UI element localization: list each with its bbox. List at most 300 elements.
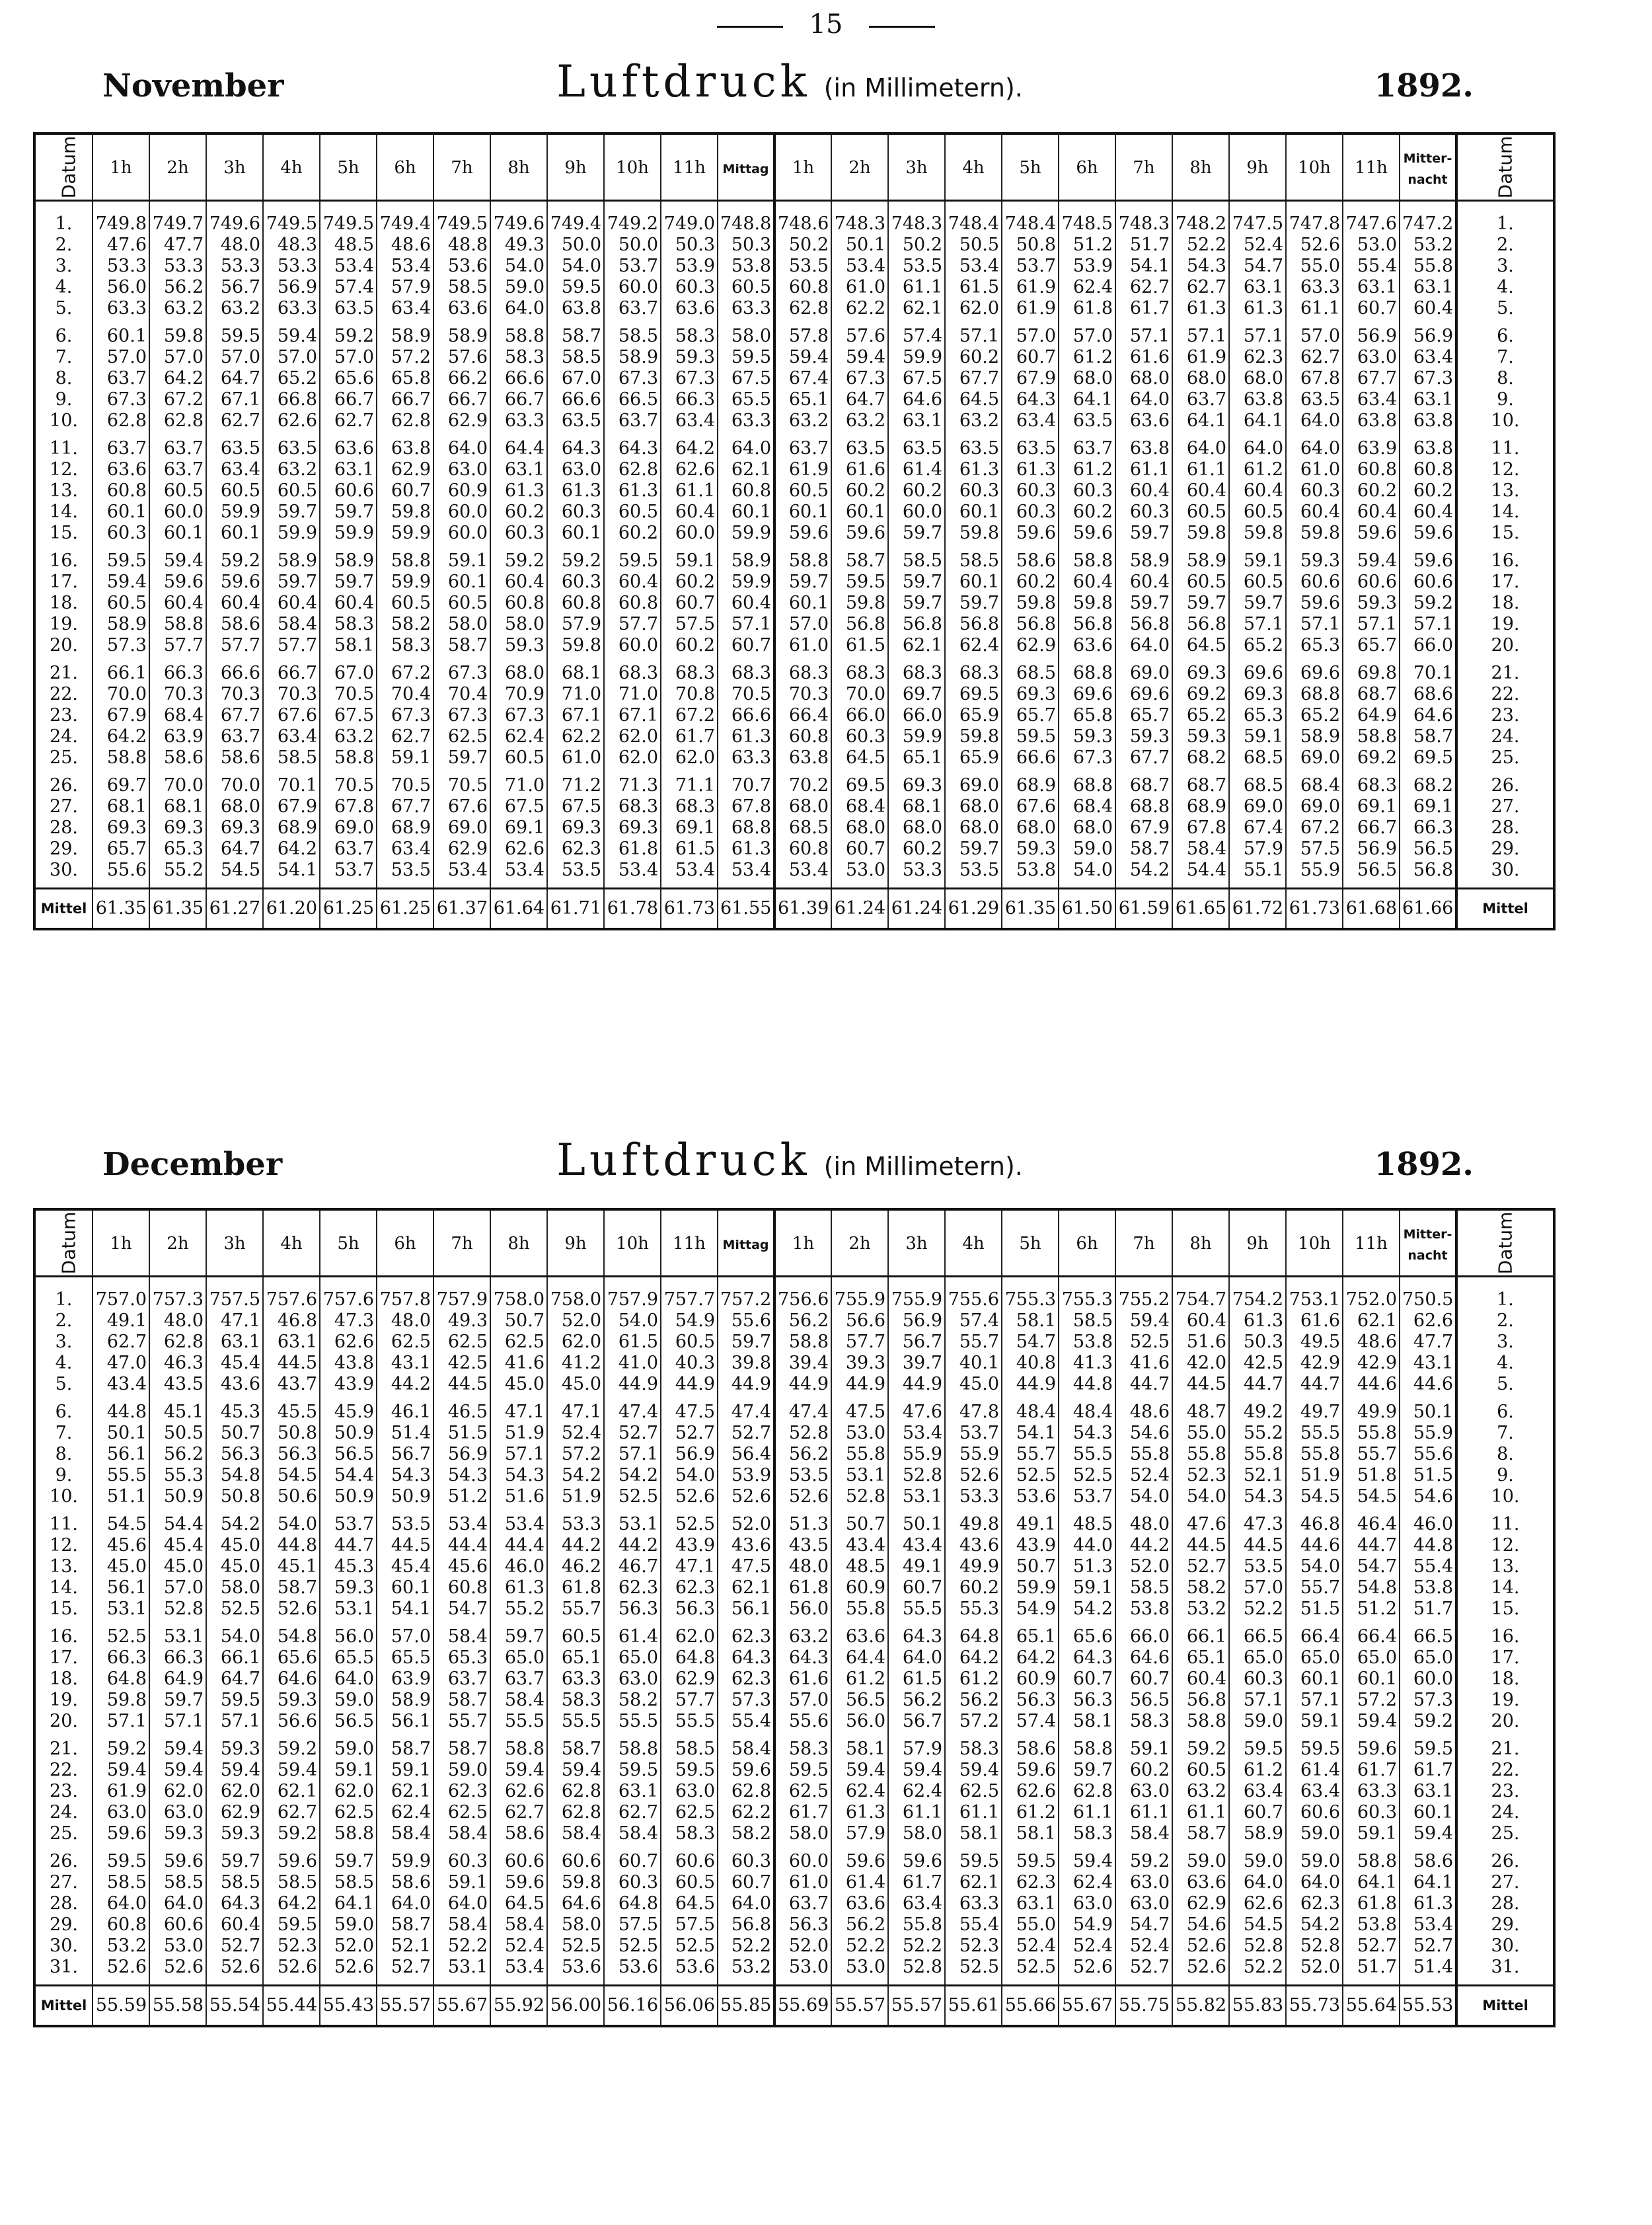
pressure-cell: 59.0 [1059,839,1115,860]
pressure-cell: 56.9 [433,1444,490,1465]
pressure-cell: 57.5 [661,1914,718,1936]
pressure-cell: 58.0 [206,1577,263,1599]
hour-header: 5h [1002,133,1059,201]
pressure-cell: 63.2 [774,410,831,438]
pressure-cell: 59.3 [661,347,718,368]
pressure-cell: 64.0 [1286,1872,1343,1893]
pressure-cell: 61.8 [547,1577,604,1599]
table-row [34,326,1554,347]
pressure-cell: 65.6 [1059,1626,1115,1647]
pressure-cell: 58.7 [1400,726,1456,747]
mittel-cell: 61.59 [1115,889,1172,930]
pressure-cell: 65.3 [433,1647,490,1669]
pressure-cell: 59.8 [377,502,433,523]
pressure-cell: 52.0 [320,1936,377,1957]
pressure-cell: 58.7 [1115,839,1172,860]
pressure-cell: 57.1 [1172,326,1229,347]
pressure-cell: 58.3 [945,1739,1002,1760]
day-label: 8. [1456,1444,1554,1465]
pressure-cell: 60.7 [831,839,888,860]
pressure-cell: 61.0 [774,1872,831,1893]
pressure-cell: 56.2 [774,1444,831,1465]
pressure-cell: 56.9 [888,1310,945,1332]
pressure-cell: 43.4 [888,1535,945,1556]
day-label: 17. [34,1647,93,1669]
pressure-cell: 53.8 [1115,1599,1172,1626]
pressure-cell: 64.0 [320,1669,377,1690]
pressure-cell: 755.2 [1115,1289,1172,1310]
pressure-cell: 67.6 [1002,796,1059,817]
day-label: 6. [1456,326,1554,347]
pressure-cell: 44.4 [490,1535,547,1556]
pressure-cell: 62.0 [661,1626,718,1647]
pressure-cell: 59.7 [320,502,377,523]
pressure-cell: 58.9 [1229,1823,1286,1851]
pressure-cell: 62.7 [263,1802,320,1823]
pressure-cell: 69.3 [93,817,149,839]
mittel-cell: 55.73 [1286,1986,1343,2027]
pressure-cell: 64.2 [93,726,149,747]
pressure-cell: 748.3 [1115,213,1172,235]
pressure-cell: 59.9 [888,347,945,368]
hour-header: 10h [1286,1209,1343,1277]
pressure-cell: 64.0 [1229,1872,1286,1893]
hour-header: 1h [93,1209,149,1277]
pressure-cell: 49.7 [1286,1402,1343,1423]
pressure-cell: 60.5 [1172,572,1229,593]
table-row [34,1872,1554,1893]
pressure-cell: 59.4 [888,1760,945,1781]
pressure-cell: 58.5 [604,326,661,347]
pressure-cell: 59.5 [718,347,774,368]
table-row [34,860,1554,889]
pressure-cell: 70.5 [320,684,377,705]
pressure-cell: 757.3 [149,1289,206,1310]
pressure-cell: 56.8 [1115,614,1172,635]
pressure-cell: 61.6 [831,459,888,480]
pressure-cell: 59.2 [1172,1739,1229,1760]
pressure-cell: 44.6 [1400,1374,1456,1402]
pressure-cell: 62.6 [661,459,718,480]
day-label: 29. [34,839,93,860]
pressure-cell: 53.2 [718,1957,774,1986]
day-label: 20. [34,1711,93,1739]
pressure-cell: 44.9 [661,1374,718,1402]
pressure-cell: 57.1 [1229,1690,1286,1711]
pressure-cell: 59.7 [433,747,490,775]
pressure-cell: 55.6 [718,1310,774,1332]
mittel-cell: 61.50 [1059,889,1115,930]
pressure-cell: 58.5 [320,1872,377,1893]
pressure-cell: 69.0 [433,817,490,839]
pressure-cell: 53.3 [93,256,149,277]
hour-header: 11h [661,133,718,201]
day-label: 26. [1456,1851,1554,1872]
pressure-cell: 59.7 [1115,593,1172,614]
pressure-cell: 53.0 [831,860,888,889]
pressure-cell: 61.3 [490,480,547,502]
pressure-cell: 59.5 [263,1914,320,1936]
pressure-cell: 58.8 [490,1739,547,1760]
pressure-cell: 56.3 [661,1599,718,1626]
pressure-cell: 65.1 [547,1647,604,1669]
pressure-cell: 61.6 [1286,1310,1343,1332]
pressure-cell: 44.9 [831,1374,888,1402]
pressure-cell: 54.1 [263,860,320,889]
pressure-cell: 53.4 [433,860,490,889]
pressure-cell: 64.1 [1172,410,1229,438]
day-label: 20. [1456,635,1554,663]
pressure-cell: 58.5 [263,747,320,775]
pressure-cell: 63.3 [1286,277,1343,298]
mittel-cell: 61.25 [320,889,377,930]
day-label: 18. [34,1669,93,1690]
pressure-cell: 52.1 [1229,1465,1286,1486]
pressure-cell: 60.5 [1172,502,1229,523]
pressure-cell: 61.3 [547,480,604,502]
datum-header: Datum [34,1209,93,1277]
pressure-cell: 69.5 [1400,747,1456,775]
pressure-cell: 59.3 [1059,726,1115,747]
pressure-cell: 53.4 [433,1514,490,1535]
pressure-cell: 70.1 [263,775,320,796]
pressure-cell: 49.2 [1229,1402,1286,1423]
pressure-cell: 61.9 [93,1781,149,1802]
pressure-cell: 63.4 [1343,389,1400,410]
pressure-cell: 61.1 [1115,459,1172,480]
pressure-cell: 54.0 [661,1465,718,1486]
pressure-cell: 53.1 [149,1626,206,1647]
pressure-cell: 59.7 [490,1626,547,1647]
day-label: 7. [1456,347,1554,368]
pressure-cell: 56.6 [831,1310,888,1332]
pressure-cell: 60.5 [433,593,490,614]
hour-header: 2h [831,1209,888,1277]
pressure-cell: 60.4 [149,593,206,614]
pressure-cell: 62.4 [1059,1872,1115,1893]
pressure-cell: 66.6 [718,705,774,726]
pressure-cell: 60.5 [263,480,320,502]
pressure-cell: 52.8 [1229,1936,1286,1957]
mittel-cell: 55.67 [433,1986,490,2027]
pressure-cell: 62.7 [377,726,433,747]
pressure-cell: 59.6 [149,572,206,593]
day-label: 26. [34,1851,93,1872]
pressure-cell: 64.7 [206,839,263,860]
pressure-cell: 60.8 [547,593,604,614]
pressure-cell: 63.1 [320,459,377,480]
header-row [34,1209,1554,1277]
pressure-cell: 65.1 [774,389,831,410]
day-label: 19. [34,1690,93,1711]
pressure-cell: 55.1 [1229,860,1286,889]
pressure-cell: 50.5 [945,235,1002,256]
pressure-cell: 64.0 [1115,635,1172,663]
pressure-cell: 54.6 [1400,1486,1456,1514]
pressure-cell: 58.3 [1059,1823,1115,1851]
pressure-cell: 60.1 [433,572,490,593]
pressure-cell: 52.5 [945,1957,1002,1986]
pressure-cell: 65.3 [149,839,206,860]
pressure-cell: 59.5 [604,1760,661,1781]
pressure-cell: 55.9 [888,1444,945,1465]
pressure-cell: 54.5 [1343,1486,1400,1514]
pressure-cell: 58.5 [1115,1577,1172,1599]
pressure-cell: 67.3 [1059,747,1115,775]
pressure-cell: 54.2 [1286,1914,1343,1936]
day-label: 28. [1456,1893,1554,1914]
pressure-cell: 53.5 [377,1514,433,1535]
pressure-cell: 60.1 [1400,1802,1456,1823]
pressure-cell: 67.3 [490,705,547,726]
pressure-cell: 59.2 [263,1823,320,1851]
pressure-cell: 59.2 [263,1739,320,1760]
pressure-cell: 44.5 [1172,1374,1229,1402]
pressure-cell: 61.2 [1059,459,1115,480]
pressure-cell: 62.1 [888,298,945,326]
pressure-cell: 59.4 [1343,1711,1400,1739]
pressure-cell: 54.7 [1229,256,1286,277]
pressure-cell: 45.9 [320,1402,377,1423]
hour-header: 4h [263,133,320,201]
pressure-cell: 67.7 [1343,368,1400,389]
pressure-cell: 52.5 [1002,1957,1059,1986]
day-label: 16. [1456,1626,1554,1647]
day-label: 27. [1456,796,1554,817]
pressure-cell: 54.0 [263,1514,320,1535]
table-row [34,1760,1554,1781]
pressure-cell: 53.8 [1002,860,1059,889]
pressure-cell: 58.8 [1059,550,1115,572]
pressure-cell: 43.5 [774,1535,831,1556]
pressure-cell: 62.7 [320,410,377,438]
pressure-cell: 59.6 [1400,550,1456,572]
pressure-cell: 54.0 [490,256,547,277]
pressure-cell: 54.4 [149,1514,206,1535]
pressure-cell: 48.7 [1172,1402,1229,1423]
pressure-cell: 747.2 [1400,213,1456,235]
pressure-cell: 69.2 [1343,747,1400,775]
pressure-cell: 62.1 [377,1781,433,1802]
pressure-cell: 59.7 [206,1851,263,1872]
day-label: 1. [1456,1289,1554,1310]
table-row [34,1936,1554,1957]
day-label: 12. [1456,459,1554,480]
day-label: 7. [34,1423,93,1444]
pressure-cell: 59.1 [377,1760,433,1781]
pressure-cell: 57.7 [206,635,263,663]
pressure-cell: 59.8 [93,1690,149,1711]
pressure-cell: 64.5 [831,747,888,775]
pressure-cell: 69.0 [1286,796,1343,817]
mittel-cell: 61.65 [1172,889,1229,930]
pressure-cell: 58.2 [718,1823,774,1851]
pressure-cell: 57.0 [774,1690,831,1711]
pressure-cell: 54.2 [1059,1599,1115,1626]
pressure-cell: 748.4 [1002,213,1059,235]
pressure-cell: 44.7 [1286,1374,1343,1402]
day-label: 16. [34,550,93,572]
pressure-cell: 41.2 [547,1353,604,1374]
pressure-cell: 60.2 [490,502,547,523]
pressure-cell: 62.6 [1229,1893,1286,1914]
pressure-cell: 59.0 [433,1760,490,1781]
pressure-cell: 59.6 [149,1851,206,1872]
pressure-cell: 67.0 [320,663,377,684]
pressure-cell: 52.2 [831,1936,888,1957]
pressure-cell: 66.0 [888,705,945,726]
pressure-cell: 56.0 [93,277,149,298]
pressure-cell: 42.5 [433,1353,490,1374]
pressure-cell: 61.2 [1229,459,1286,480]
pressure-cell: 68.5 [1229,747,1286,775]
pressure-cell: 50.9 [320,1423,377,1444]
hour-header: Mitter-nacht [1400,133,1456,201]
pressure-cell: 52.2 [1229,1957,1286,1986]
pressure-cell: 62.9 [206,1802,263,1823]
pressure-cell: 59.1 [433,1872,490,1893]
pressure-cell: 68.0 [888,817,945,839]
pressure-cell: 57.1 [1229,326,1286,347]
pressure-cell: 67.9 [263,796,320,817]
pressure-cell: 59.7 [774,572,831,593]
pressure-cell: 59.5 [1286,1739,1343,1760]
pressure-cell: 58.7 [263,1577,320,1599]
pressure-cell: 61.8 [1343,1893,1400,1914]
pressure-cell: 58.8 [774,550,831,572]
pressure-cell: 59.6 [888,1851,945,1872]
pressure-cell: 58.8 [320,1823,377,1851]
pressure-cell: 43.6 [945,1535,1002,1556]
pressure-cell: 54.3 [1229,1486,1286,1514]
pressure-cell: 62.5 [320,1802,377,1823]
pressure-cell: 52.7 [661,1423,718,1444]
pressure-cell: 60.1 [945,502,1002,523]
pressure-cell: 63.5 [263,438,320,459]
pressure-cell: 52.5 [661,1936,718,1957]
pressure-cell: 65.0 [490,1647,547,1669]
pressure-cell: 62.5 [377,1332,433,1353]
pressure-cell: 62.7 [1172,277,1229,298]
pressure-cell: 59.2 [1400,593,1456,614]
pressure-cell: 54.3 [1172,256,1229,277]
mittel-cell: 61.37 [433,889,490,930]
pressure-cell: 58.5 [433,277,490,298]
pressure-cell: 68.2 [1400,775,1456,796]
pressure-cell: 60.5 [1229,502,1286,523]
pressure-cell: 68.7 [1115,775,1172,796]
pressure-cell: 57.3 [718,1690,774,1711]
mittel-cell: 61.78 [604,889,661,930]
pressure-cell: 61.5 [604,1332,661,1353]
pressure-cell: 63.8 [1343,410,1400,438]
day-label: 21. [34,663,93,684]
pressure-cell: 46.0 [1400,1514,1456,1535]
pressure-cell: 53.3 [206,256,263,277]
pressure-cell: 55.7 [1343,1444,1400,1465]
pressure-cell: 60.2 [661,635,718,663]
pressure-cell: 749.4 [377,213,433,235]
pressure-cell: 56.9 [1343,839,1400,860]
pressure-cell: 53.8 [1400,1577,1456,1599]
pressure-cell: 68.5 [1229,775,1286,796]
pressure-cell: 44.5 [263,1353,320,1374]
pressure-cell: 59.3 [206,1739,263,1760]
pressure-cell: 53.1 [831,1465,888,1486]
table-row [34,213,1554,235]
pressure-cell: 41.3 [1059,1353,1115,1374]
pressure-cell: 61.6 [1115,347,1172,368]
day-label: 2. [34,235,93,256]
pressure-cell: 53.4 [320,256,377,277]
pressure-cell: 58.1 [1002,1310,1059,1332]
pressure-cell: 66.2 [433,368,490,389]
pressure-cell: 55.8 [1286,1444,1343,1465]
pressure-cell: 58.3 [547,1690,604,1711]
pressure-cell: 60.6 [547,1851,604,1872]
pressure-cell: 67.7 [945,368,1002,389]
pressure-cell: 53.4 [945,256,1002,277]
pressure-cell: 70.0 [149,775,206,796]
pressure-cell: 60.7 [1229,1802,1286,1823]
pressure-cell: 63.4 [1400,347,1456,368]
pressure-cell: 43.1 [1400,1353,1456,1374]
day-label: 24. [1456,1802,1554,1823]
november-pressure-table [33,132,1556,930]
day-label: 24. [1456,726,1554,747]
pressure-cell: 47.1 [490,1402,547,1423]
pressure-cell: 62.0 [206,1781,263,1802]
pressure-cell: 58.9 [718,550,774,572]
day-label: 17. [1456,572,1554,593]
pressure-cell: 46.3 [149,1353,206,1374]
day-label: 1. [34,213,93,235]
pressure-cell: 60.5 [93,593,149,614]
pressure-cell: 60.2 [1400,480,1456,502]
pressure-cell: 63.4 [206,459,263,480]
pressure-cell: 52.6 [718,1486,774,1514]
pressure-cell: 58.9 [604,347,661,368]
pressure-cell: 59.5 [206,326,263,347]
hour-header: 3h [206,1209,263,1277]
pressure-cell: 59.1 [1343,1823,1400,1851]
pressure-cell: 60.7 [1343,298,1400,326]
pressure-cell: 755.3 [1002,1289,1059,1310]
pressure-cell: 67.3 [93,389,149,410]
pressure-cell: 69.1 [1400,796,1456,817]
pressure-cell: 58.6 [206,614,263,635]
pressure-cell: 52.1 [377,1936,433,1957]
pressure-cell: 60.1 [831,502,888,523]
pressure-cell: 62.5 [774,1781,831,1802]
pressure-cell: 43.4 [831,1535,888,1556]
pressure-cell: 67.3 [433,663,490,684]
pressure-cell: 60.2 [604,523,661,550]
pressure-cell: 44.5 [377,1535,433,1556]
pressure-cell: 63.3 [718,410,774,438]
pressure-cell: 61.4 [888,459,945,480]
hour-header: 4h [945,1209,1002,1277]
pressure-cell: 67.3 [1400,368,1456,389]
day-label: 2. [34,1310,93,1332]
pressure-cell: 60.7 [718,1872,774,1893]
pressure-cell: 45.5 [263,1402,320,1423]
pressure-cell: 55.9 [945,1444,1002,1465]
pressure-cell: 55.8 [831,1599,888,1626]
pressure-cell: 59.9 [1002,1577,1059,1599]
pressure-cell: 60.0 [774,1851,831,1872]
pressure-cell: 52.7 [1343,1936,1400,1957]
